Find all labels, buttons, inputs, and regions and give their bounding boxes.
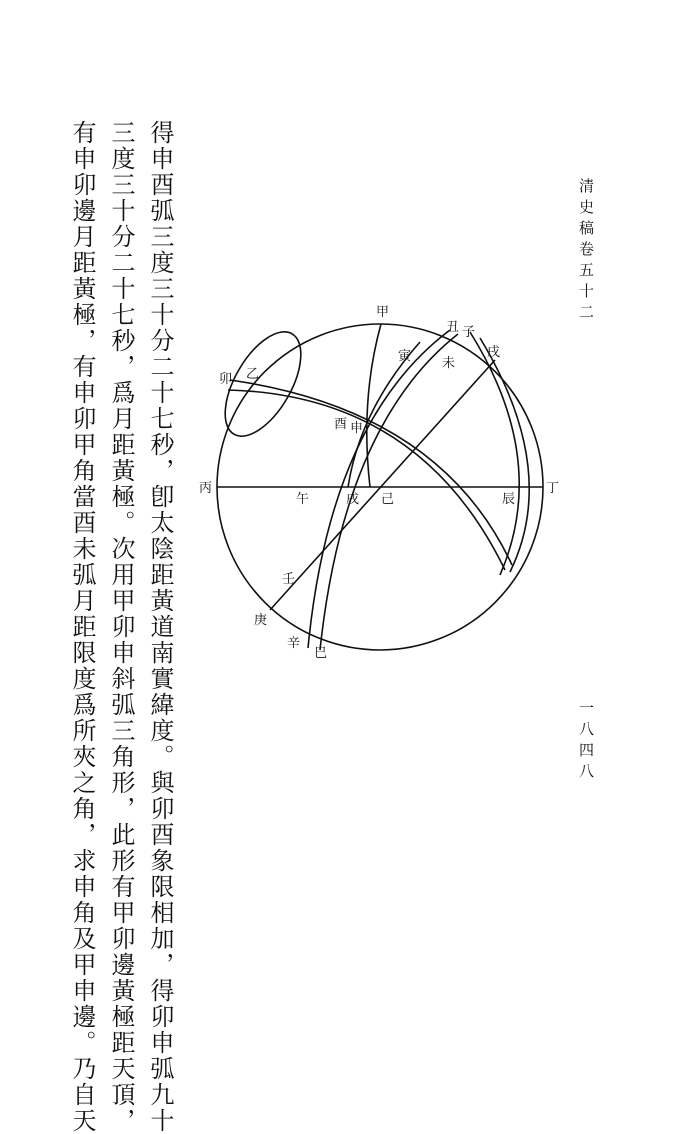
text-column-3: 有申卯邊月距黃極，有申卯甲角當酉未弧月距限度爲所夾之角，求申角及甲申邊。乃自天 bbox=[68, 120, 96, 1134]
label-shen: 申 bbox=[350, 421, 364, 436]
label-mao: 卯 bbox=[219, 372, 233, 387]
label-jia: 甲 bbox=[376, 305, 390, 320]
spherical-triangle-diagram bbox=[190, 290, 570, 670]
arc-d bbox=[230, 380, 512, 565]
text-column-1: 得申酉弧三度三十分二十七秒，卽太陰距黃道南實緯度。與卯酉象限相加，得卯申弧九十 bbox=[146, 120, 174, 1134]
label-si: 巳 bbox=[314, 646, 328, 661]
label-yin: 寅 bbox=[398, 349, 412, 364]
label-wu: 午 bbox=[296, 492, 310, 507]
label-wei: 未 bbox=[442, 356, 456, 371]
label-geng: 庚 bbox=[254, 613, 268, 628]
diagonal-line bbox=[270, 360, 495, 610]
label-xu-top: 戌 bbox=[487, 345, 501, 360]
label-ren: 壬 bbox=[282, 572, 296, 587]
label-xu-mid: 戌 bbox=[346, 492, 360, 507]
label-xin: 辛 bbox=[287, 636, 301, 651]
label-yi: 乙 bbox=[246, 367, 260, 382]
label-chou: 丑 bbox=[446, 320, 460, 335]
arc-e bbox=[470, 332, 519, 575]
label-chen: 辰 bbox=[502, 492, 516, 507]
label-bing: 丙 bbox=[199, 481, 213, 496]
label-ding: 丁 bbox=[546, 481, 560, 496]
running-title: 清史稿卷五十二 bbox=[577, 178, 595, 325]
label-ji-center: 己 bbox=[381, 492, 395, 507]
text-column-2: 三度三十分二十七秒，爲月距黃極。次用甲卯申斜弧三角形，此形有甲卯邊黃極距天頂， bbox=[107, 120, 135, 1134]
label-you: 酉 bbox=[334, 417, 348, 432]
meridian-arc bbox=[367, 324, 381, 487]
label-zi: 子 bbox=[462, 325, 476, 340]
page-number: 一八四八 bbox=[577, 700, 595, 784]
